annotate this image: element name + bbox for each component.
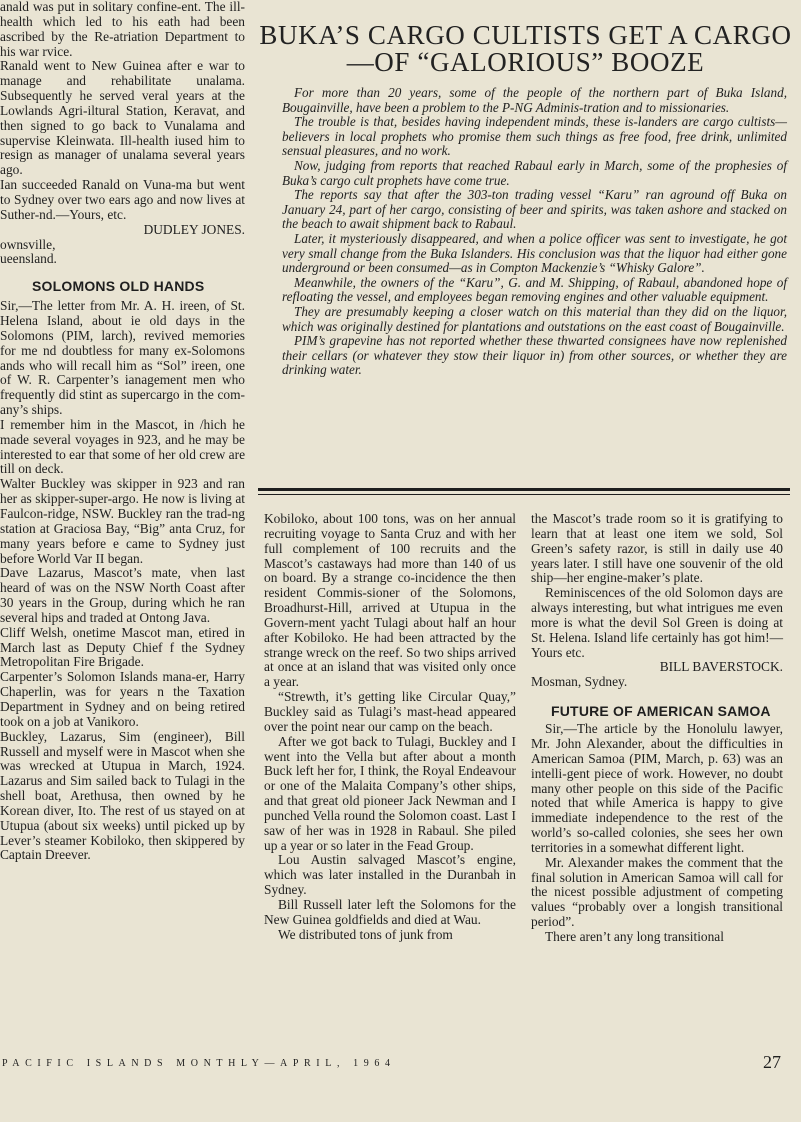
letter-place-line: Mosman, Sydney. <box>531 674 628 690</box>
middle-column <box>264 512 516 942</box>
lead-paragraph: The trouble is that, besides having independent minds, these is-landers are cargo cultists—believers in local prophets who promise them such things as free food, free drink, unlimited sensual pleasures, and no work. <box>282 114 787 159</box>
body-paragraph: Reminiscences of the old Solomon days are always interesting, but what intrigues me even more is what the devil Sol Green is doing at St. Helena. Island life certainly has got him!—Yours etc. <box>531 585 783 660</box>
body-paragraph: Kobiloko, about 100 tons, was on her annual recruiting voyage to Santa Cruz and with her full complement of 100 recruits and the Mascot’s castaways had more than 140 of us on board. By a strange co-incidence the then resident Commis-sioner of the Solomons, Broadhurst-Hill, arrived at Utupua in the Govern-ment yacht Tulagi about half an hour after Kobiloko. He had been attracted by the strange wreck on the reef. So two ships arrived at once at an island that was visited only once a year. <box>264 511 516 690</box>
letter-signature: DUDLEY JONES. <box>143 221 245 237</box>
letter-place-line: ueensland. <box>0 251 57 267</box>
section-title-samoa: FUTURE OF AMERICAN SAMOA <box>551 703 771 720</box>
body-paragraph: We distributed tons of junk from <box>278 926 453 942</box>
left-column <box>0 0 245 863</box>
footer-masthead: PACIFIC ISLANDS MONTHLY—APRIL, 1964 <box>2 1058 396 1069</box>
lead-paragraph: They are presumably keeping a closer watch on this material than they did on the liquor, which was originally destined for plantations and outstations on the east coast of Bougainville. <box>282 303 787 334</box>
body-paragraph: Carpenter’s Solomon Islands mana-er, Harry Chaperlin, was for years n the Taxation Department in Sydney and on being retired took on a job at Vanikoro. <box>0 669 245 729</box>
article-headline: BUKA’S CARGO CULTISTS GET A CARGO—OF “GALORIOUS” BOOZE <box>259 20 792 77</box>
page-footer <box>0 1052 801 1072</box>
body-paragraph: anald was put in solitary confine-ent. The ill-health which led to his eath had been ascribed by the Re-atriation Department to his war rvice. <box>0 0 245 59</box>
lead-paragraph: The reports say that after the 303-ton trading vessel “Karu” ran aground off Buka on January 24, part of her cargo, consisting of beer and spirits, was taken ashore and stacked on the beach to await shipment back to Rabaul. <box>282 187 787 232</box>
body-paragraph: Sir,—The letter from Mr. A. H. ireen, of St. Helena Island, about ie old days in the Solomons (PIM, larch), revived memories for me nd doubtless for many ex-Solomons ands who will recall him as “Sol” ireen, one of W. R. Carpenter’s ianagement men who frequently did stint as supercargo in the com-any’s ships. <box>0 298 245 418</box>
lead-paragraph: Later, it mysteriously disappeared, and when a police officer was sent to investigate, he got very small change from the Buka Islanders. His conclusion was that the liquor had either gone underground or been consumed—as in Compton Mackenzie’s “Whisky Galore”. <box>282 230 787 276</box>
lead-paragraph: For more than 20 years, some of the people of the northern part of Buka Island, Bougainville, have been a problem to the P-NG Adminis-tration and to missionaries. <box>282 85 787 115</box>
letter-place-line: ownsville, <box>0 236 56 252</box>
body-paragraph: I remember him in the Mascot, in /hich he made several voyages in 923, and he may be interested to ear that some of her old crew are till on deck. <box>0 416 246 477</box>
body-paragraph: After we got back to Tulagi, Buckley and I went into the Vella but after about a month Buck left her for, I think, the Royal Endeavour or one of the Malaita Company’s other ships, and that great old pioneer Jack Newman and I punched Vella round the Solomon coast. Last I saw of her was in 1928 in Rabaul. She piled up a year or so later in the Fead Group. <box>264 733 516 853</box>
body-paragraph: Bill Russell later left the Solomons for the New Guinea goldfields and died at Wau. <box>264 896 516 927</box>
body-paragraph: Lou Austin salvaged Mascot’s engine, which was later installed in the Duranbah in Sydney. <box>264 852 516 898</box>
body-paragraph: Mr. Alexander makes the comment that the final solution in American Samoa will call for the nicest possible adjustment of competing values “probably over a longish transitional period”. <box>531 854 783 930</box>
lead-paragraph: Meanwhile, the owners of the “Karu”, G. and M. Shipping, of Rabaul, abandoned hope of refloating the vessel, and employees began removing engines and other valuable equipment. <box>282 274 787 305</box>
lead-paragraph: PIM’s grapevine has not reported whether these thwarted consignees have now replenished their cellars (or whatever they stow their liquor in) from other sources, or whether they are drinking water. <box>282 333 787 378</box>
page-number: 27 <box>763 1052 781 1072</box>
body-paragraph: Ranald went to New Guinea after e war to manage and rehabilitate unalama. Subsequently he served veral years at the Lowlands Agri-iltural Station, Keravat, and then signed to go back to Vunalama and supervise Kleinwata. Ill-health iused him to resign as manager of unalama several years ago. <box>0 58 245 178</box>
lead-article <box>258 22 793 378</box>
right-column <box>531 512 783 945</box>
body-paragraph: the Mascot’s trade room so it is gratifying to learn that at least one item we sold, Sol Green’s safety razor, is still in daily use 40 years later. I still have one souvenir of the old ship—her engine-maker’s plate. <box>531 511 783 586</box>
body-paragraph: Walter Buckley was skipper in 923 and ran her as skipper-super-argo. He now is living at Faulcon-ridge, NSW. Buckley ran the trad-ng station at Graciosa Bay, “Big” anta Cruz, for many years before e came to Sydney just before World Var II began. <box>0 476 245 566</box>
lead-paragraph: Now, judging from reports that reached Rabaul early in March, some of the prophesies of Buka’s cargo cult prophets have come true. <box>282 157 787 188</box>
body-paragraph: “Strewth, it’s getting like Circular Quay,” Buckley said as Tulagi’s mast-head appeared over the point near our camp on the beach. <box>264 689 516 734</box>
lead-article-body <box>258 86 793 378</box>
divider-rule-thick <box>258 488 790 491</box>
divider-rule-thin <box>258 494 790 495</box>
body-paragraph: Ian succeeded Ranald on Vuna-ma but went to Sydney over two ears ago and now lives at Suther-nd.—Yours, etc. <box>0 177 245 222</box>
body-paragraph: Cliff Welsh, onetime Mascot man, etired in March last as Deputy Chief f the Sydney Metropolitan Fire Brigade. <box>0 624 245 670</box>
body-paragraph: Sir,—The article by the Honolulu lawyer, Mr. John Alexander, about the difficulties in American Samoa (PIM, March, p. 63) was an intelli-gent piece of work. However, no doubt many other people on this side of the Pacific noted that while America is happy to give immediate independence to the rest of the world’s so-called colonies, she sees her own territories in a somewhat different light. <box>531 721 783 855</box>
body-paragraph: There aren’t any long transitional <box>545 928 724 944</box>
body-paragraph: Buckley, Lazarus, Sim (engineer), Bill Russell and myself were in Mascot when she was wrecked at Utupua in March, 1924. Lazarus and Sim sailed back to Tulagi in the shell boat, Arethusa, then owned by he Korean diver, Ito. The rest of us stayed on at Utupua (about six weeks) until picked up by Lever’s steamer Kobiloko, then skippered by Captain Dreever. <box>0 728 245 863</box>
letter-signature: BILL BAVERSTOCK. <box>659 659 783 675</box>
section-title-solomons: SOLOMONS OLD HANDS <box>32 278 205 295</box>
body-paragraph: Dave Lazarus, Mascot’s mate, vhen last heard of was on the NSW North Coast after 30 years in the Group, during which he ran several hips and traded at Ontong Java. <box>0 565 245 625</box>
